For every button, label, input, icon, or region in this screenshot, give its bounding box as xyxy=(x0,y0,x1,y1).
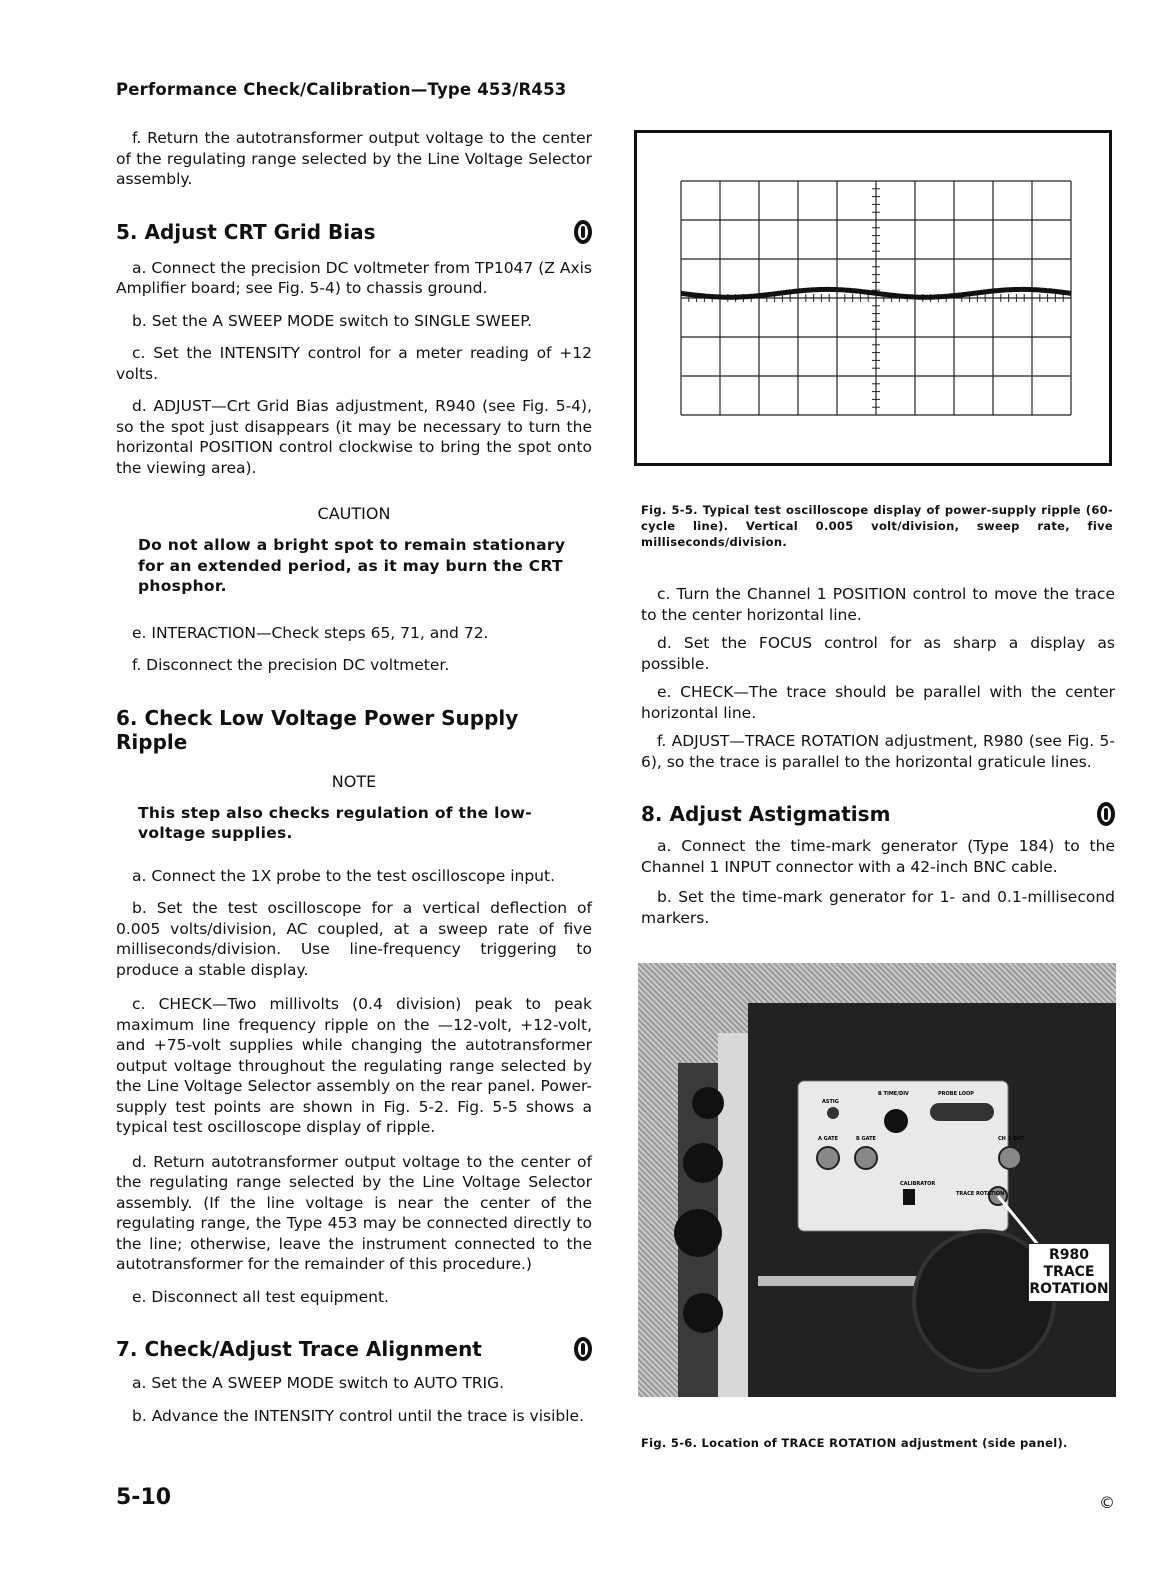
section-5-heading xyxy=(116,220,592,244)
figure-5-6-caption: Fig. 5-6. Location of TRACE ROTATION adjustment (side panel). xyxy=(641,1436,1068,1450)
step-5a: a. Connect the precision DC voltmeter from TP1047 (Z Axis Amplifier board; see Fig. 5-4) to chassis ground. xyxy=(116,258,592,297)
caution-label: CAUTION xyxy=(317,504,391,523)
note-text: This step also checks regulation of the low-voltage supplies. xyxy=(138,803,532,842)
step-6c: c. CHECK—Two millivolts (0.4 division) peak to peak maximum line frequency ripple on the —12-volt, +12-volt, and +75-volt supplies while changing the autotransformer output voltage throughout the regulating range selected by the Line Voltage Selector assembly on the rear panel. Power-supply test points are shown in Fig. 5-2. Fig. 5-5 shows a typical test oscilloscope display of ripple. xyxy=(116,995,592,1136)
step-5e: e. INTERACTION—Check steps 65, 71, and 72. xyxy=(132,623,489,642)
step-7c: c. Turn the Channel 1 POSITION control to move the trace to the center horizontal line. xyxy=(641,585,1115,624)
step-5d: d. ADJUST—Crt Grid Bias adjustment, R940 (see Fig. 5-4), so the spot just disappears (it may be necessary to turn the horizontal POSITION control clockwise to bring the spot onto the viewing area). xyxy=(116,397,592,477)
panel-label-astig: ASTIG xyxy=(822,1099,839,1105)
panel-label-a-gate: A GATE xyxy=(818,1136,839,1142)
panel-label-ch1-out: CH 1 OUT xyxy=(998,1136,1025,1142)
graticule xyxy=(637,133,1109,463)
step-5f: f. Disconnect the precision DC voltmeter. xyxy=(132,656,450,674)
step-7d: d. Set the FOCUS control for as sharp a display as possible. xyxy=(641,634,1115,673)
panel-label-calibrator: CALIBRATOR xyxy=(900,1181,936,1187)
panel-label-b-gate: B GATE xyxy=(856,1136,876,1142)
section-8-title: 8. Adjust Astigmatism xyxy=(641,802,891,826)
section-5-title: 5. Adjust CRT Grid Bias xyxy=(116,219,376,244)
page-number: 5-10 xyxy=(116,1485,172,1510)
oscilloscope-display-figure xyxy=(634,130,1112,466)
step-6d: d. Return autotransformer output voltage to the center of the regulating range selected by the Line Voltage Selector assembly. (If the line voltage is near the center of the regulating range, the Type 453 may be connected directly to the line; otherwise, leave the instrument connected to the autotransformer for the remainder of this procedure.) xyxy=(116,1152,592,1273)
panel-label-time-div: B TIME/DIV xyxy=(878,1091,909,1097)
r980-callout xyxy=(1028,1243,1110,1302)
caution-text: Do not allow a bright spot to remain stationary for an extended period, as it may burn the CRT phosphor. xyxy=(138,536,566,595)
callout-line-3: ROTATION xyxy=(1029,1281,1109,1297)
right-column xyxy=(641,584,1115,928)
copyright-symbol: © xyxy=(1099,1493,1115,1512)
callout-line-2: TRACE xyxy=(1043,1264,1095,1280)
section-6-heading xyxy=(116,706,592,754)
step-5b: b. Set the A SWEEP MODE switch to SINGLE SWEEP. xyxy=(132,311,533,330)
note-label: NOTE xyxy=(331,771,377,791)
step-8b: b. Set the time-mark generator for 1- and 0.1-millisecond markers. xyxy=(641,888,1115,927)
step-6b: b. Set the test oscilloscope for a vertical deflection of 0.005 volts/division, AC coupled, at a sweep rate of five milliseconds/division. Use line-frequency triggering to produce a stable display. xyxy=(116,899,592,979)
side-panel-illustration xyxy=(638,963,1116,1397)
callout-line-1: R980 xyxy=(1048,1247,1089,1263)
panel-label-trace-rotation: TRACE ROTATION xyxy=(956,1191,1005,1197)
section-7-title: 7. Check/Adjust Trace Alignment xyxy=(116,1337,482,1361)
section-6-title: 6. Check Low Voltage Power Supply Ripple xyxy=(116,705,519,754)
paragraph-intro: f. Return the autotransformer output voltage to the center of the regulating range selected by the Line Voltage Selector assembly. xyxy=(116,129,592,188)
step-7e: e. CHECK—The trace should be parallel with the center horizontal line. xyxy=(641,683,1115,722)
step-7f: f. ADJUST—TRACE ROTATION adjustment, R980 (see Fig. 5-6), so the trace is parallel to the horizontal graticule lines. xyxy=(641,732,1115,771)
step-8a: a. Connect the time-mark generator (Type 184) to the Channel 1 INPUT connector with a 42-inch BNC cable. xyxy=(641,837,1115,876)
step-7a: a. Set the A SWEEP MODE switch to AUTO TRIG. xyxy=(132,1374,505,1392)
figure-5-5-caption: Fig. 5-5. Typical test oscilloscope display of power-supply ripple (60-cycle line). Vertical 0.005 volt/division, sweep rate, five milliseconds/division. xyxy=(641,503,1113,549)
panel-label-probe-loop: PROBE LOOP xyxy=(938,1091,974,1097)
crt-adjust-icon xyxy=(574,1337,592,1361)
section-7-heading xyxy=(116,1337,592,1361)
step-7b: b. Advance the INTENSITY control until the trace is visible. xyxy=(132,1406,584,1425)
step-6e: e. Disconnect all test equipment. xyxy=(132,1287,389,1306)
side-panel-photo xyxy=(638,963,1116,1397)
crt-adjust-icon xyxy=(574,220,592,244)
left-column xyxy=(116,128,592,1426)
section-8-heading xyxy=(641,802,1115,826)
step-5c: c. Set the INTENSITY control for a meter reading of +12 volts. xyxy=(116,344,592,383)
running-header: Performance Check/Calibration—Type 453/R453 xyxy=(116,80,567,99)
crt-adjust-icon xyxy=(1097,802,1115,826)
step-6a: a. Connect the 1X probe to the test oscilloscope input. xyxy=(132,866,556,885)
